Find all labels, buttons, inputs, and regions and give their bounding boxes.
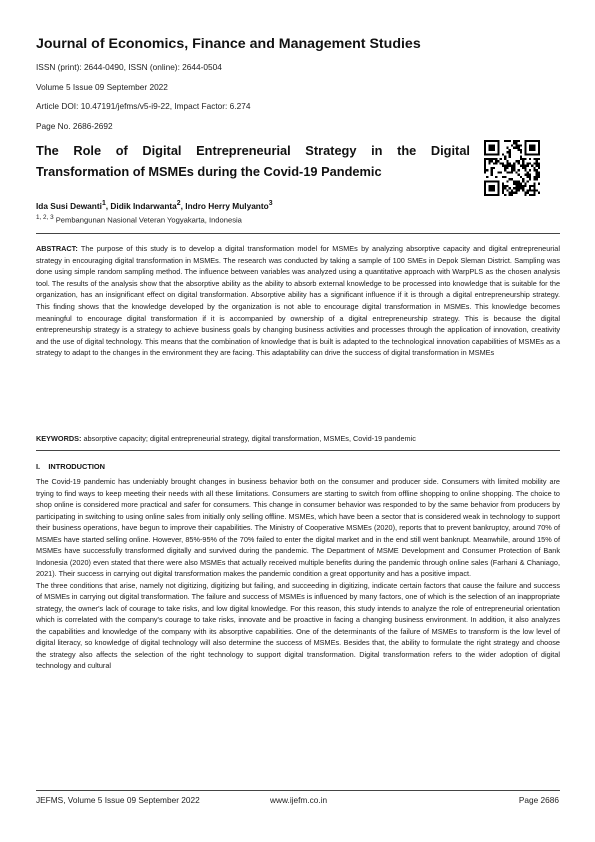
divider-top <box>36 233 560 234</box>
volume-line: Volume 5 Issue 09 September 2022 <box>36 82 168 92</box>
footer-journal: JEFMS, Volume 5 Issue 09 September 2022 <box>36 795 200 805</box>
author-separator: , <box>180 200 186 211</box>
section-heading: I. INTRODUCTION <box>36 462 105 471</box>
footer-page-number: Page 2686 <box>518 795 559 805</box>
author-name: Didik Indarwanta <box>110 200 177 211</box>
divider-bottom <box>36 450 560 451</box>
page-range-line: Page No. 2686-2692 <box>36 121 113 131</box>
author-sup: 2 <box>176 200 181 207</box>
abstract-text: The purpose of this study is to develop a digital transformation model for MSMEs by analyzing absorptive capacity and digital entrepreneurial strategy in encouraging digital transformation in MSMEs. The research was conducted by taking a sample of 100 SMEs in Depok Sleman District. Sampling was done using simple random sampling method. The influence between variables was analyzed using a quantitative approach with WarpPLS as the chosen analysis tool. The results of the analysis show that the absorptive ability as the ability to absorb external knowledge to be processed into knowledge that is suitable for the organization, has an insignificant effect on digital transformation. Absorptive ability has a significant influence if it is through a digital entrepreneurship strategy. This finding shows that the knowledge developed by the organization is not able to encourage digital transformation in MSMEs. This knowledge becomes meaningful to encourage digital transformation if it is accompanied by ownership of a digital entrepreneurship strategy. This is because the digital entrepreneurship strategy is a strategy to achieve business goals by changing business activities and processes through the application of innovation, creativity and the use of digital technology. This means that the combination of knowledge that is built is adapted to the technological innovation capabilities of MSMEs as a strategy to adapt to the changes in the environment they are facing. This adaptability can drive the success of digital transformation in MSMEs <box>36 244 560 358</box>
footer-rule <box>36 790 560 791</box>
author-list <box>36 200 273 211</box>
abstract <box>36 243 560 359</box>
author-sup: 3 <box>268 200 273 207</box>
qr-code-icon <box>484 140 540 196</box>
keywords-text: absorptive capacity; digital entrepreneurial strategy, digital transformation, MSMEs, Covid-19 pandemic <box>83 434 416 443</box>
issn-line: ISSN (print): 2644-0490, ISSN (online): 2644-0504 <box>36 62 222 72</box>
author-separator: , <box>105 200 111 211</box>
keywords <box>36 433 560 445</box>
author-name: Ida Susi Dewanti <box>36 200 102 211</box>
abstract-label: ABSTRACT: <box>36 244 78 253</box>
keywords-label: KEYWORDS: <box>36 434 82 443</box>
footer-website: www.ijefm.co.in <box>270 795 328 805</box>
article-title: The Role of Digital Entrepreneurial Strategy in the Digital Transformation of MSMEs during the Covid-19 Pandemic <box>36 143 470 179</box>
author-sup: 1 <box>101 200 106 207</box>
affiliation-text: Pembangunan Nasional Veteran Yogyakarta, Indonesia <box>55 215 242 225</box>
affiliation <box>36 214 242 225</box>
doi-line: Article DOI: 10.47191/jefms/v5-i9-22, Impact Factor: 6.274 <box>36 101 251 111</box>
affiliation-sup: 1, 2, 3 <box>36 214 54 221</box>
journal-title: Journal of Economics, Finance and Management Studies <box>36 36 421 52</box>
author-name: Indro Herry Mulyanto <box>185 200 269 211</box>
body-paragraph: The three conditions that arise, namely not digitizing, digitizing but failing, and succeeding in digitizing, indicate certain factors that cause the failure and success of MSMEs in carrying out digital transformation. The failure and success of MSMEs is influenced by many factors, one of which is the selection of an inappropriate strategy, the owner's lack of courage to take risks, and low digital knowledge. For this reason, this study intends to analyze the role of entrepreneurial orientation which is correlated with the company's courage to take risks, innovate and be proactive in facing a changing business environment. In addition, it also analyzes the capabilities and knowledge of the company with its absorptive capabilities. One of the determinants of the failure of MSMEs to transform is the low level of digital literacy, so knowledge of digital technology will also determine the success of MSMEs. Besides that, the ability to formulate the right strategy and choose the strategy also affects the selection of the right technology to support digital transformation. Digital transformation refers to the wider adoption of digital technology and cultural <box>36 580 560 670</box>
body-paragraph: The Covid-19 pandemic has undeniably brought changes in business behavior both on the consumer and producer side. Consumers with limited mobility are trying to find ways to keep meeting their needs with all these limitations. Consumers are starting to switch from offline shopping to online shopping. The choice to shop online is considered more practical and safer for consumers. This change in consumer behavior was responded to by the same behavior from producers by participating in switching to using online sales from initially only selling offline. MSMEs, which have been a sector that is considered weak in technology to support their business operations, have begun to improve their capabilities. The Ministry of Cooperative MSMEs (2020), reports that to prevent bankruptcy, around 70% of MSMEs have started selling online. However, 85%-95% of the 70% failed to enter the digital market and in the end still went bankrupt. Meanwhile, around 15% of MSMEs have successfully transformed digitally and survived during the pandemic. The Department of MSME Development and Consumer Protection of Bank Indonesia (2020) even stated that there were also MSMEs that actually received multiple benefits during the pandemic through online sales (Farhani & Chaniago, 2021). Their success in carrying out digital transformation makes the pandemic condition a great opportunity and has a positive impact. <box>36 477 560 578</box>
introduction-body <box>36 476 560 672</box>
